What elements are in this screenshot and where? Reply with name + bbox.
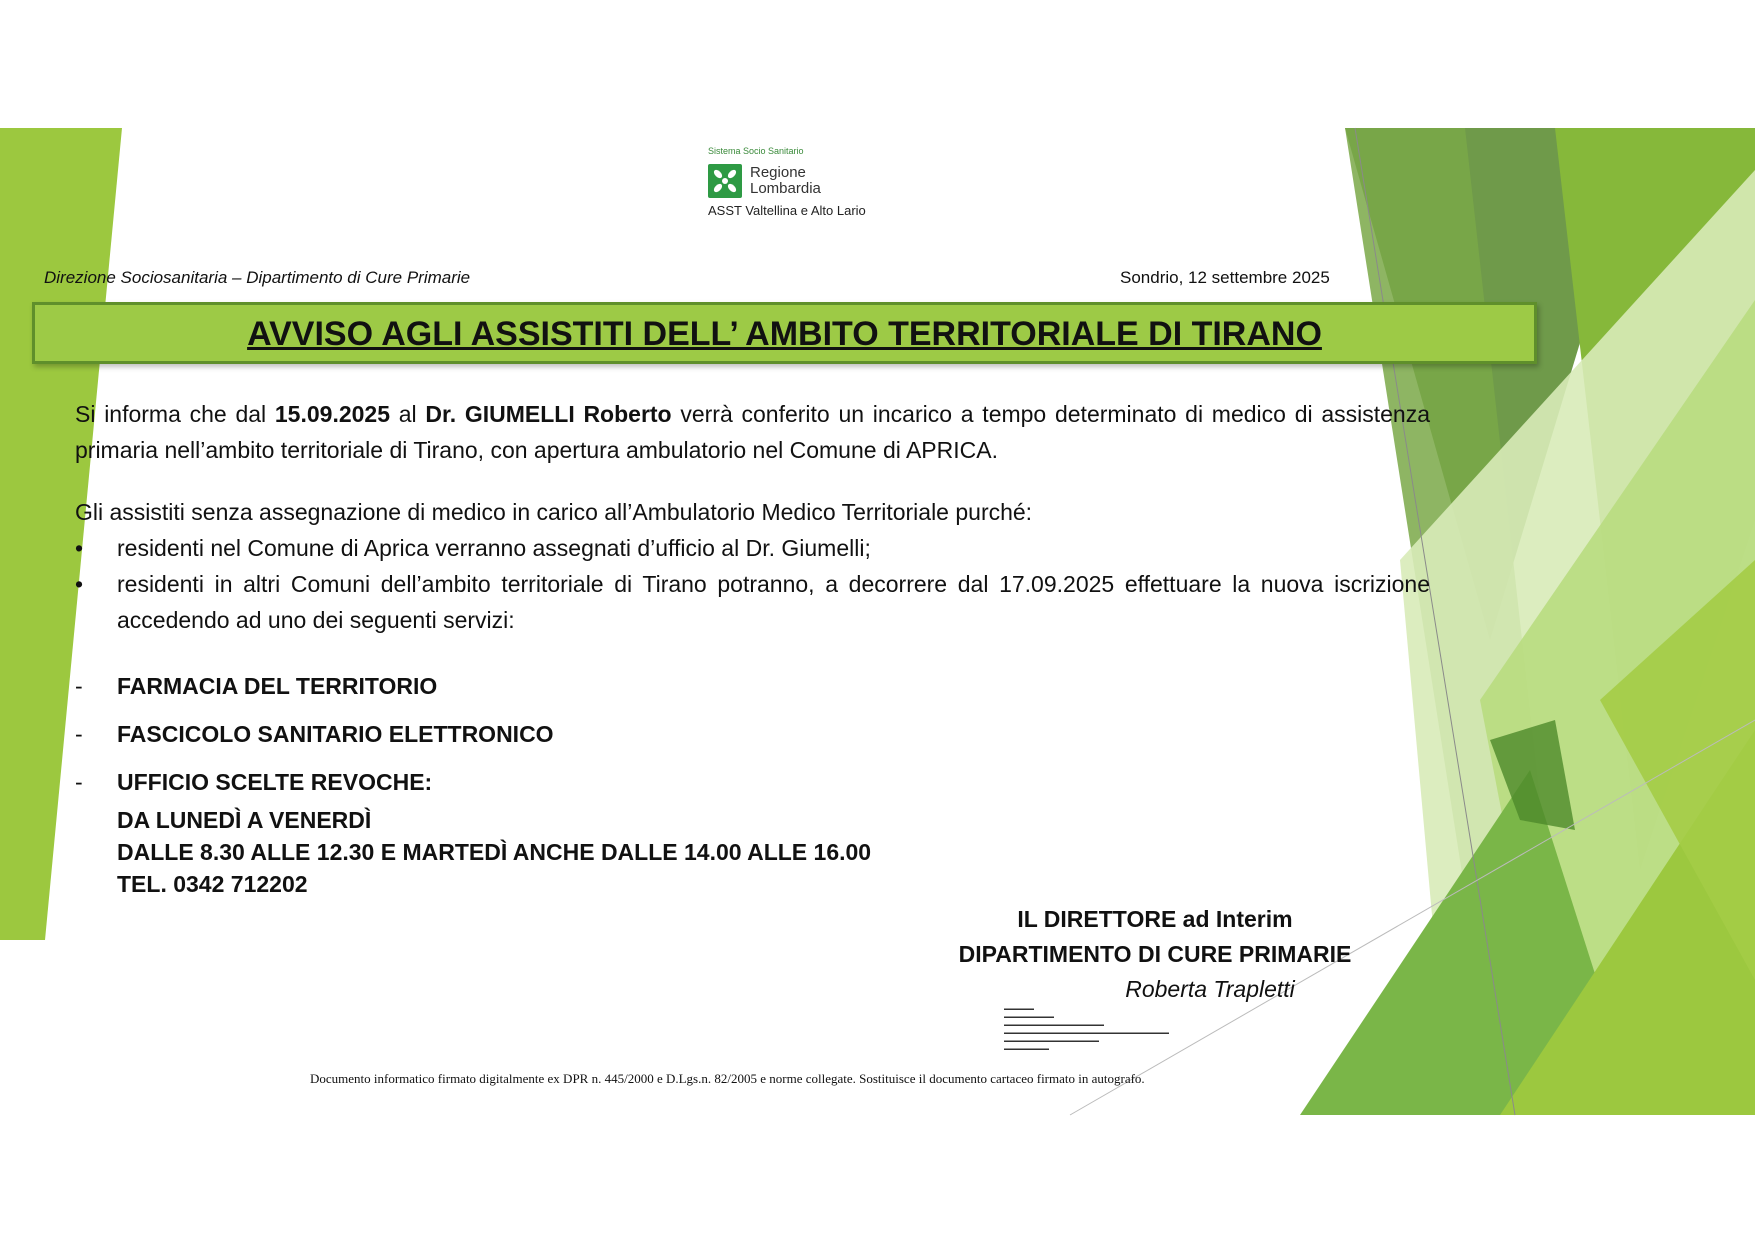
signer-name: Roberta Trapletti — [1125, 976, 1295, 1002]
intro-text-2: al — [390, 401, 426, 427]
intro-text-3: verrà conferito un incarico a tempo determinato di medico di assistenza primaria nell’ambito territoriale di Tirano, con apertura ambulatorio nel Comune di APRICA. — [75, 401, 1431, 463]
service-label: FARMACIA DEL TERRITORIO — [117, 673, 438, 699]
logo-system-label: Sistema Socio Sanitario — [708, 146, 804, 156]
signer-role: IL DIRETTORE ad Interim — [1017, 906, 1293, 932]
logo-asst-name: ASST Valtellina e Alto Lario — [708, 203, 866, 218]
office-hours — [117, 804, 871, 900]
service-item: - FARMACIA DEL TERRITORIO — [75, 673, 438, 699]
office-days: DA LUNEDÌ A VENERDÌ — [117, 807, 372, 833]
lombardy-rose-icon — [708, 164, 742, 198]
logo-region-line2: Lombardia — [750, 180, 821, 197]
intro-paragraph — [75, 396, 1430, 468]
page-title: AVVISO AGLI ASSISTITI DELL’ AMBITO TERRITORIALE DI TIRANO — [247, 315, 1322, 353]
assignment-section — [75, 494, 1430, 638]
signature-block — [880, 902, 1430, 1007]
service-item: - UFFICIO SCELTE REVOCHE: — [75, 769, 433, 795]
service-label: FASCICOLO SANITARIO ELETTRONICO — [117, 721, 554, 747]
title-banner — [32, 302, 1537, 364]
department-header: Direzione Sociosanitaria – Dipartimento di Cure Primarie — [44, 268, 471, 287]
service-item: - FASCICOLO SANITARIO ELETTRONICO — [75, 721, 554, 747]
service-label: UFFICIO SCELTE REVOCHE: — [117, 769, 433, 795]
digital-signature-stamp: ▬▬▬▬▬▬ ▬▬▬▬▬▬▬▬▬▬ ▬▬▬▬▬▬▬▬▬▬▬▬▬▬▬▬▬▬▬▬ ▬▬▬▬▬▬▬▬▬▬▬▬▬▬▬▬▬▬▬▬▬▬▬▬▬▬▬▬▬▬▬▬▬ ▬▬▬▬▬▬▬▬▬▬▬▬▬▬▬▬▬▬▬ ▬▬▬▬▬▬▬▬▬ — [1004, 1006, 1169, 1052]
signer-department: DIPARTIMENTO DI CURE PRIMARIE — [958, 941, 1352, 967]
intro-text-1: Si informa che dal — [75, 401, 275, 427]
logo-region-line1: Regione — [750, 164, 806, 181]
office-times: DALLE 8.30 ALLE 12.30 E MARTEDÌ ANCHE DALLE 14.00 ALLE 16.00 — [117, 839, 872, 865]
intro-date: 15.09.2025 — [274, 401, 391, 427]
digital-signature-footer: Documento informatico firmato digitalmente ex DPR n. 445/2000 e D.Lgs.n. 82/2005 e norme collegate. Sostituisce il documento cartaceo firmato in autografo. — [310, 1071, 1145, 1086]
assignment-lead: Gli assistiti senza assegnazione di medico in carico all’Ambulatorio Medico Territoriale purché: — [75, 499, 1033, 525]
services-list — [75, 668, 554, 812]
intro-doctor: Dr. GIUMELLI Roberto — [425, 401, 672, 427]
list-item: • residenti nel Comune di Aprica verranno assegnati d’ufficio al Dr. Giumelli; — [75, 530, 1430, 566]
place-date: Sondrio, 12 settembre 2025 — [1120, 268, 1330, 287]
assignment-list — [75, 530, 1430, 638]
list-item: • residenti in altri Comuni dell’ambito territoriale di Tirano potranno, a decorrere dal 17.09.2025 effettuare la nuova iscrizione accedendo ad uno dei seguenti servizi: — [75, 566, 1430, 638]
office-phone: TEL. 0342 712202 — [117, 871, 308, 897]
asst-logo — [706, 146, 906, 226]
